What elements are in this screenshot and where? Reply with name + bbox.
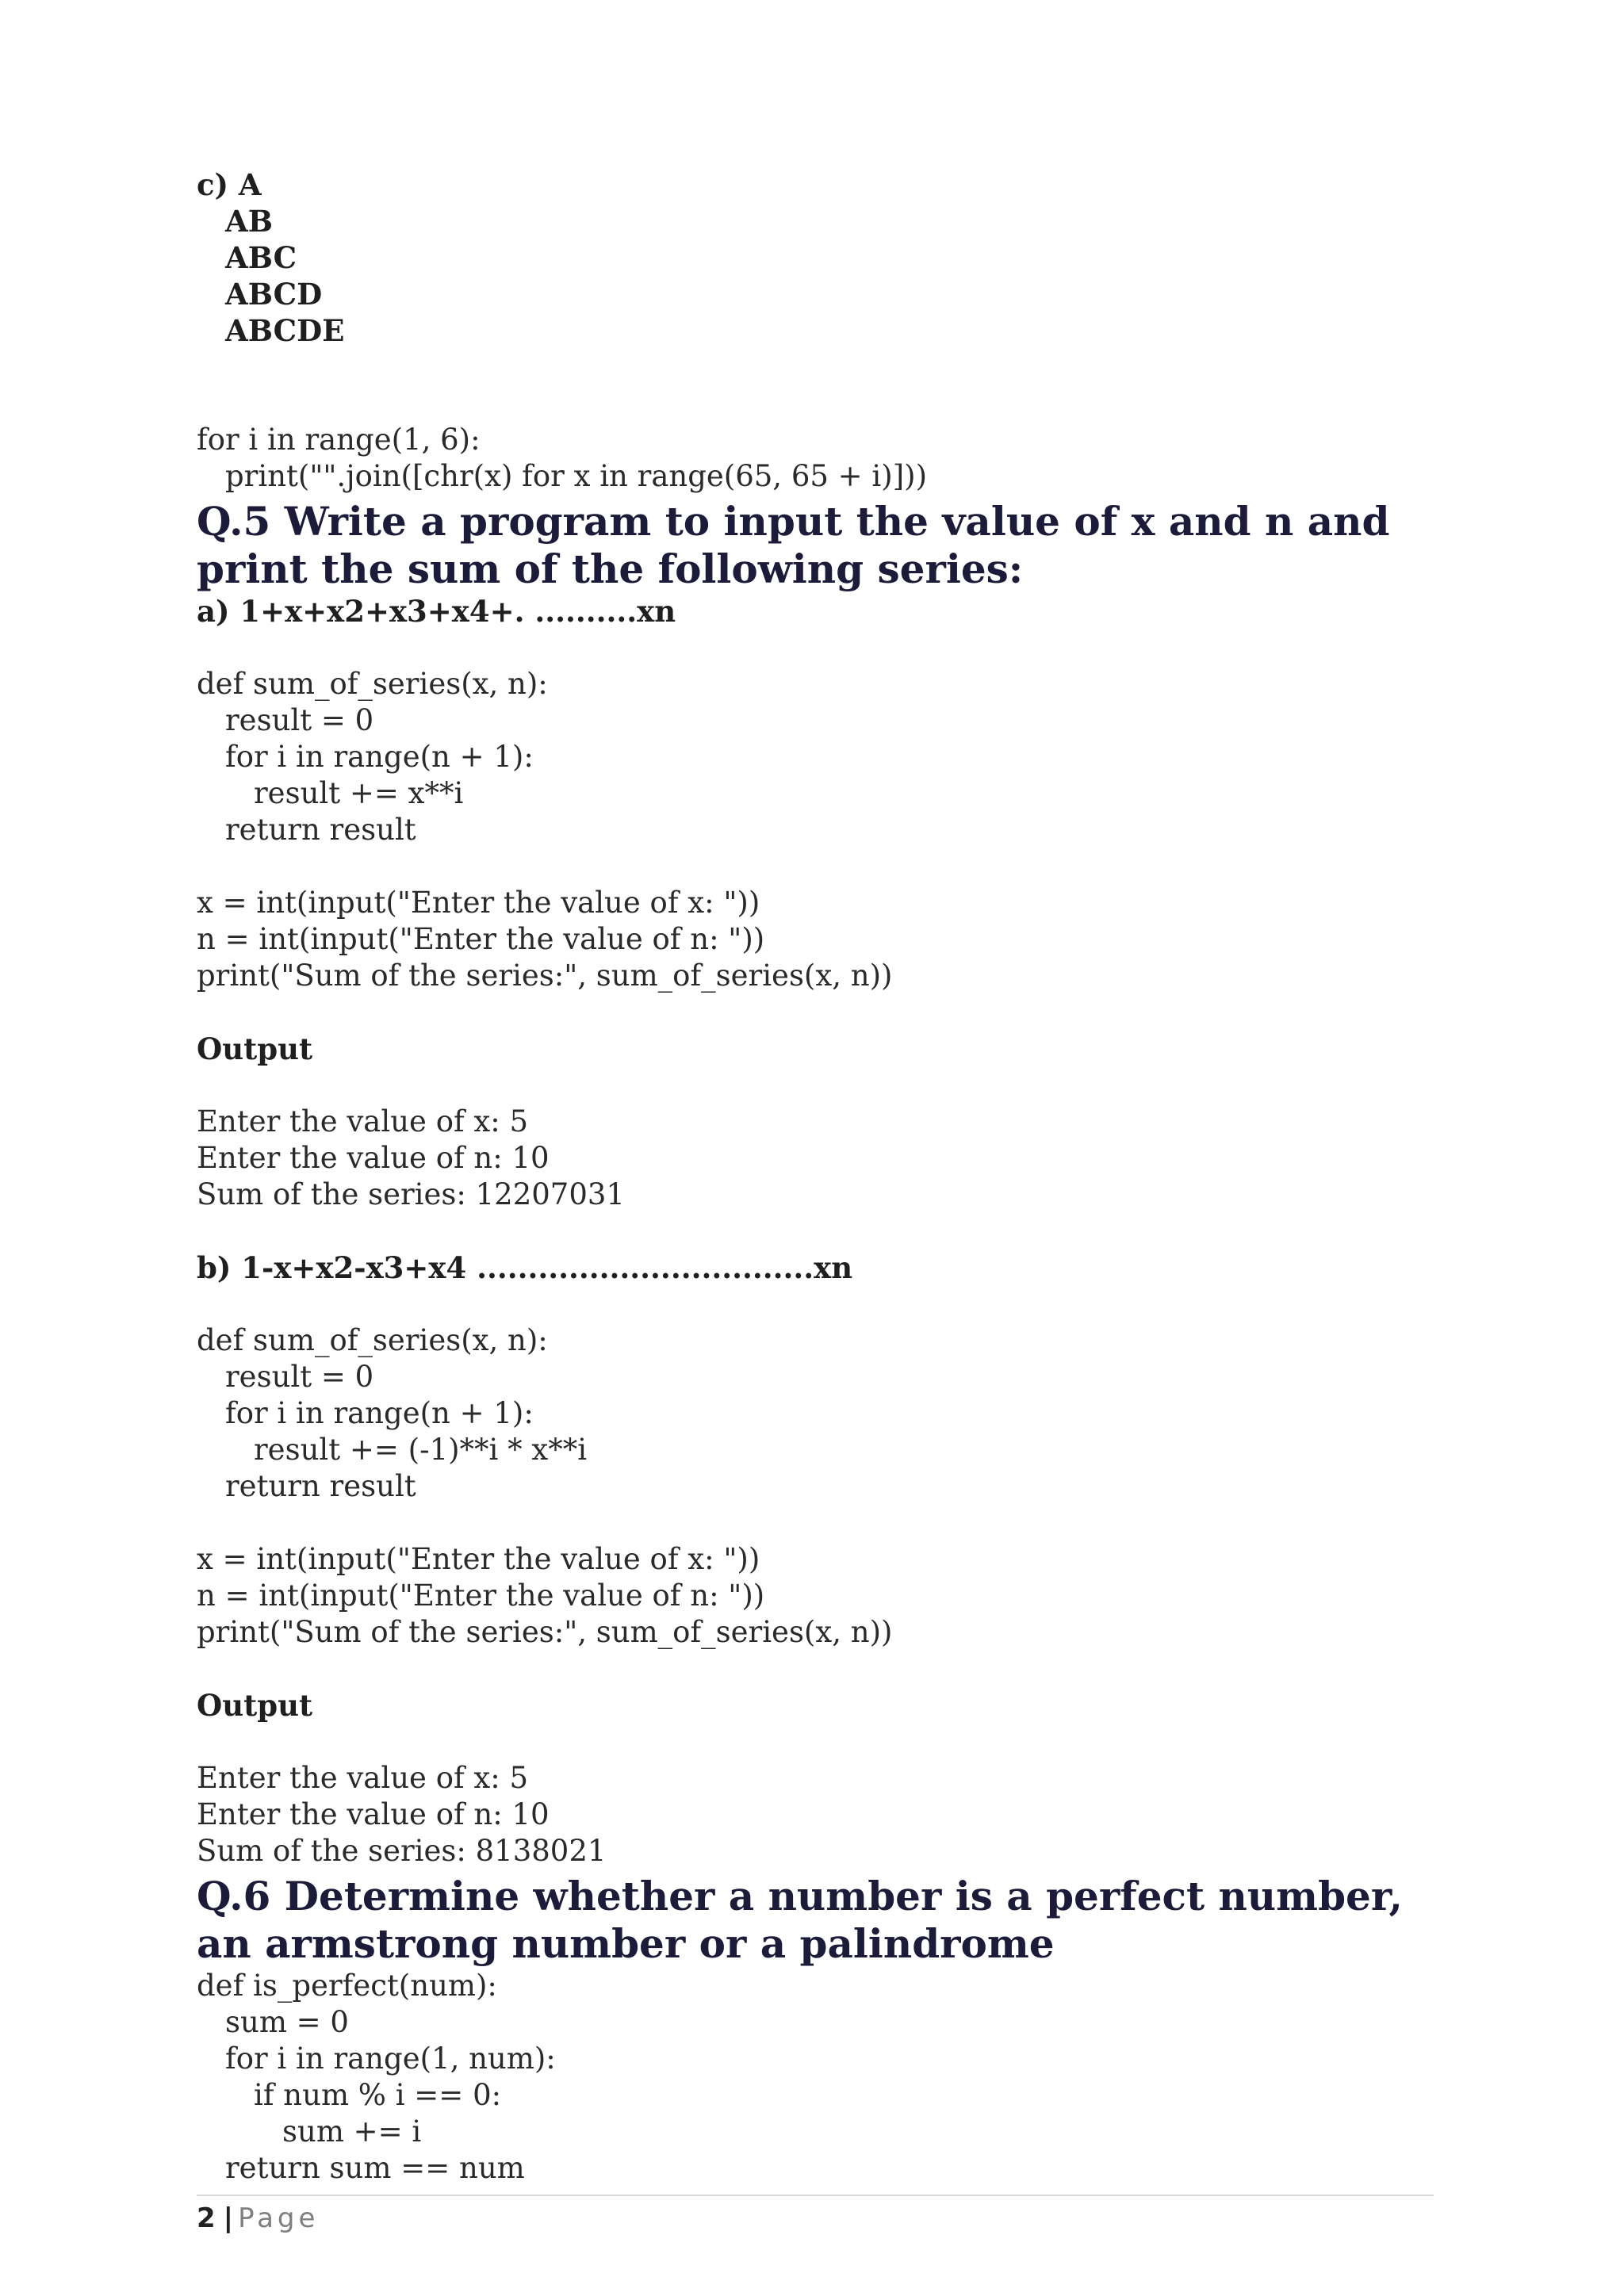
code-line: result += (-1)**i * x**i	[254, 1433, 588, 1467]
section-c-pattern	[197, 166, 1434, 349]
output-line: Sum of the series: 12207031	[197, 1177, 625, 1211]
spacer	[197, 1067, 1434, 1104]
code-line: for i in range(1, num):	[225, 2042, 556, 2076]
spacer	[197, 1213, 1434, 1249]
footer-separator: |	[223, 2202, 234, 2234]
output-line: Enter the value of x: 5	[197, 1104, 529, 1138]
document-page	[197, 166, 1434, 2187]
code-line: for i in range(n + 1):	[225, 740, 534, 774]
code-line: result += x**i	[254, 776, 464, 810]
code-line: return result	[225, 1469, 416, 1503]
output-line: Sum of the series: 8138021	[197, 1834, 607, 1868]
spacer	[197, 385, 1434, 422]
code-line: print("Sum of the series:", sum_of_series(x, n))	[197, 959, 893, 993]
output-label: Output	[197, 1688, 313, 1723]
page-number: 2	[197, 2202, 216, 2234]
pattern-row: ABCDE	[225, 313, 345, 348]
pattern-label: c) A	[197, 167, 262, 202]
code-line: n = int(input("Enter the value of n: "))	[197, 922, 765, 956]
q6-heading: Q.6 Determine whether a number is a perfect number, an armstrong number or a palindrome	[197, 1873, 1403, 1967]
code-line: result = 0	[225, 703, 374, 737]
spacer	[197, 349, 1434, 385]
spacer	[197, 629, 1434, 666]
code-line: sum += i	[282, 2114, 422, 2149]
output-label: Output	[197, 1031, 313, 1066]
code-line: def sum_of_series(x, n):	[197, 667, 548, 701]
code-line: for i in range(n + 1):	[225, 1396, 534, 1430]
code-block-c	[197, 422, 1434, 495]
q5-part-a-code	[197, 666, 1434, 994]
code-line: def is_perfect(num):	[197, 1969, 497, 2003]
spacer	[197, 848, 1434, 885]
code-line: return result	[225, 813, 416, 847]
spacer	[197, 1505, 1434, 1541]
spacer	[197, 994, 1434, 1031]
q5-part-b-output	[197, 1760, 1434, 1869]
q5-part-b-code	[197, 1322, 1434, 1651]
q5-part-a-output	[197, 1104, 1434, 1213]
code-line: result = 0	[225, 1360, 374, 1394]
page-label: Page	[238, 2202, 320, 2234]
code-line: return sum == num	[225, 2151, 525, 2185]
code-line: for i in range(1, 6):	[197, 423, 481, 457]
q6-code	[197, 1968, 1434, 2187]
code-line: def sum_of_series(x, n):	[197, 1323, 548, 1357]
spacer	[197, 1286, 1434, 1322]
spacer	[197, 1724, 1434, 1760]
code-line: sum = 0	[225, 2005, 349, 2039]
page-footer	[197, 2201, 319, 2236]
code-line: x = int(input("Enter the value of x: "))	[197, 886, 760, 920]
footer-divider	[197, 2195, 1434, 2196]
output-line: Enter the value of n: 10	[197, 1141, 550, 1175]
code-line: if num % i == 0:	[254, 2078, 502, 2112]
code-line: n = int(input("Enter the value of n: "))	[197, 1578, 765, 1613]
pattern-row: ABC	[225, 240, 297, 275]
code-line: x = int(input("Enter the value of x: "))	[197, 1542, 760, 1576]
spacer	[197, 1651, 1434, 1687]
q5-part-b-title: b) 1-x+x2-x3+x4 .................................xn	[197, 1250, 853, 1285]
pattern-row: ABCD	[225, 277, 323, 312]
code-line: print("".join([chr(x) for x in range(65, 65 + i)]))	[225, 459, 928, 493]
q5-heading: Q.5 Write a program to input the value of x and n and print the sum of the following series:	[197, 498, 1390, 592]
code-line: print("Sum of the series:", sum_of_series(x, n))	[197, 1615, 893, 1649]
output-line: Enter the value of x: 5	[197, 1761, 529, 1795]
q5-part-a-title: a) 1+x+x2+x3+x4+. ..........xn	[197, 594, 676, 629]
output-line: Enter the value of n: 10	[197, 1797, 550, 1831]
pattern-row: AB	[225, 204, 273, 239]
